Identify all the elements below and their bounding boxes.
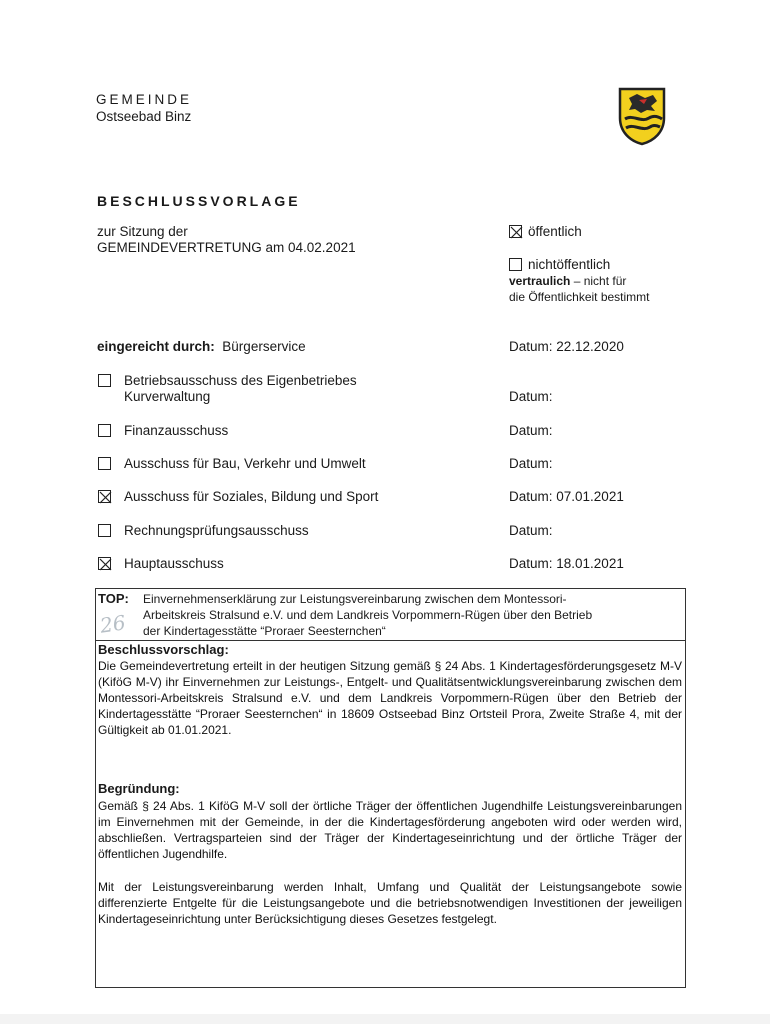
committee-label: Rechnungsprüfungsausschuss <box>124 523 309 538</box>
confidential-label: vertraulich <box>509 274 571 288</box>
committee-date: Datum: 07.01.2021 <box>509 489 624 504</box>
session-line-2: GEMEINDEVERTRETUNG am 04.02.2021 <box>97 240 356 255</box>
agenda-number-handwritten: 26 <box>98 610 127 638</box>
committee-date: Datum: <box>509 456 553 471</box>
coat-of-arms-logo <box>617 86 667 146</box>
committee-checkbox-haupt[interactable] <box>98 557 111 570</box>
committee-label: Hauptausschuss <box>124 556 224 571</box>
nonpublic-checkbox[interactable] <box>509 258 522 271</box>
proposal-heading: Beschlussvorschlag: <box>98 642 229 657</box>
confidential-line-2: die Öffentlichkeit bestimmt <box>509 290 650 304</box>
committee-date: Datum: 18.01.2021 <box>509 556 624 571</box>
top-label: TOP: <box>98 591 129 606</box>
committee-checkbox-rechnungspruefung[interactable] <box>98 524 111 537</box>
session-line-1: zur Sitzung der <box>97 224 188 239</box>
scan-edge <box>0 1014 770 1024</box>
divider <box>95 640 686 641</box>
public-checkbox[interactable] <box>509 225 522 238</box>
proposal-text: Die Gemeindevertretung erteilt in der heutigen Sitzung gemäß § 24 Abs. 1 Kindertagesförderungsgesetz M-V (KiföG M-V) ihr Einvernehmen zur Leistungs-, Entgelt- und Qualitätsentwicklungsvereinbarung zwischen dem Montessori-Arbeitskreis Stralsund e.V. und dem Landkreis Vorpommern-Rügen über den Betrieb der Kindertagesstätte “Proraer Seesternchen“ in 18609 Ostseebad Binz Ortsteil Prora, Zweite Straße 4, mit der Gültigkeit ab 01.01.2021. <box>98 659 682 737</box>
reason-paragraph-1: Gemäß § 24 Abs. 1 KiföG M-V soll der örtliche Träger der öffentlichen Jugendhilfe Leistungsvereinbarungen im Einvernehmen mit der Gemeinde, in der die Kindertagesförderung angeboten wird oder werden wird, abschließen. Vertragsparteien sind der Träger der Kindertageseinrichtung und der örtliche Träger der öffentlichen Jugendhilfe. <box>98 799 682 861</box>
submitted-by <box>97 339 306 355</box>
committee-label: Betriebsausschuss des Eigenbetriebes <box>124 373 357 388</box>
public-label: öffentlich <box>528 224 582 239</box>
confidential-note: – nicht für <box>570 274 627 288</box>
top-line-2: Arbeitskreis Stralsund e.V. und dem Landkreis Vorpommern-Rügen über den Betrieb <box>143 608 593 622</box>
nonpublic-label: nichtöffentlich <box>528 257 611 272</box>
committee-checkbox-soziales[interactable] <box>98 490 111 503</box>
submitted-date: Datum: 22.12.2020 <box>509 339 624 354</box>
committee-label: Ausschuss für Soziales, Bildung und Sport <box>124 489 379 504</box>
committee-checkbox-finanz[interactable] <box>98 424 111 437</box>
confidential-line-1 <box>509 274 626 288</box>
submitted-label: eingereicht durch: <box>97 339 215 354</box>
document-type-title: BESCHLUSSVORLAGE <box>97 193 301 209</box>
committee-checkbox-bau[interactable] <box>98 457 111 470</box>
committee-label: Ausschuss für Bau, Verkehr und Umwelt <box>124 456 366 471</box>
top-line-3: der Kindertagesstätte “Proraer Seesternchen“ <box>143 624 386 638</box>
committee-label: Kurverwaltung <box>124 389 211 404</box>
reason-paragraph-2: Mit der Leistungsvereinbarung werden Inhalt, Umfang und Qualität der Leistungsangebote sowie differenzierte Entgelte für die Leistungsangebote und die betriebsnotwendigen Investitionen der jeweiligen Kindertageseinrichtung unter Berücksichtigung dieses Gesetzes festgelegt. <box>98 880 682 926</box>
committee-date: Datum: <box>509 389 553 404</box>
committee-date: Datum: <box>509 423 553 438</box>
submitted-value: Bürgerservice <box>222 339 306 354</box>
top-line-1: Einvernehmenserklärung zur Leistungsvereinbarung zwischen dem Montessori- <box>143 592 567 606</box>
town-name: Ostseebad Binz <box>96 109 192 124</box>
municipality-title: GEMEINDE <box>96 92 193 107</box>
committee-checkbox-kurverwaltung[interactable] <box>98 374 111 387</box>
committee-date: Datum: <box>509 523 553 538</box>
reason-heading: Begründung: <box>98 781 180 796</box>
committee-label: Finanzausschuss <box>124 423 229 438</box>
